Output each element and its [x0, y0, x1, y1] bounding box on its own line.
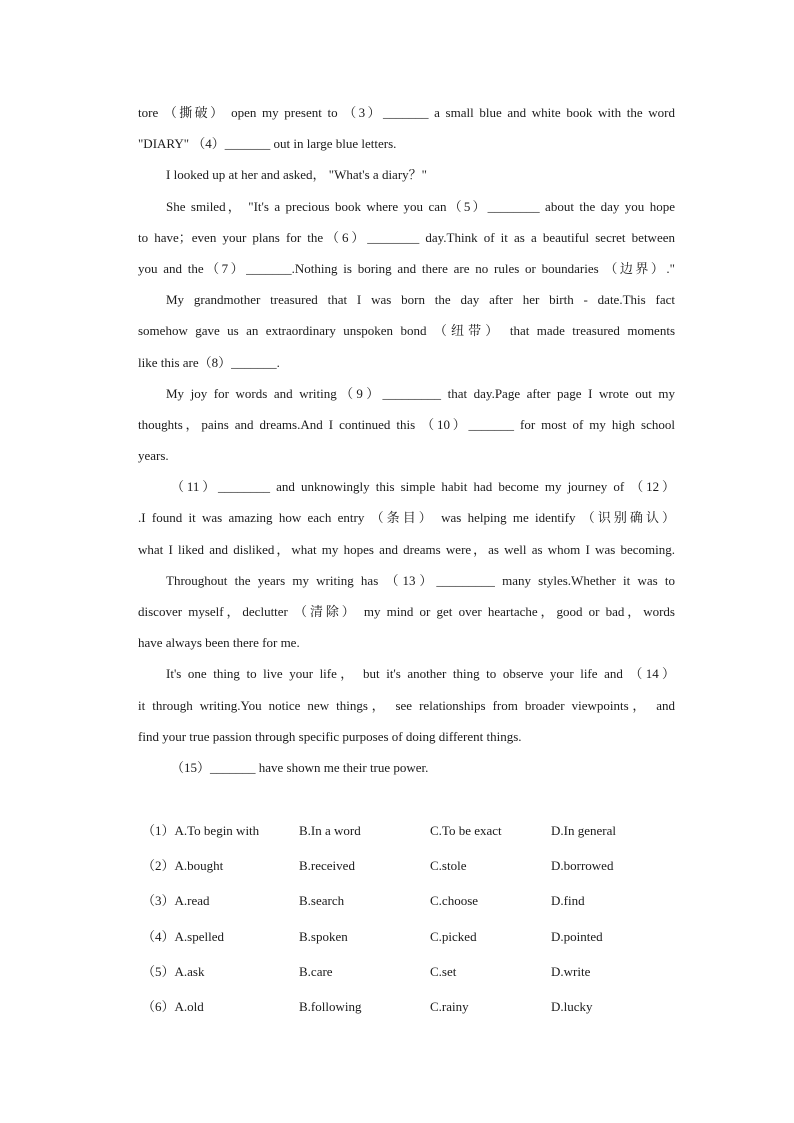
passage-line: it through writing.You notice new things， see relationships from broader viewpoints， and: [138, 697, 675, 713]
option-row-5: [142, 956, 662, 991]
option-a: （4）A.spelled: [142, 928, 224, 944]
passage: [138, 97, 675, 783]
passage-line: somehow gave us an extraordinary unspoken bond （纽带） that made treasured moments: [138, 323, 675, 339]
option-c: C.rainy: [430, 998, 469, 1014]
option-c: C.picked: [430, 928, 477, 944]
passage-line: thoughts，pains and dreams.And I continued this （10）_______ for most of my high school: [138, 416, 675, 432]
option-d: D.lucky: [551, 998, 593, 1014]
option-row-4: [142, 921, 662, 956]
passage-line: tore （撕破） open my present to （3）_______ a small blue and white book with the word: [138, 105, 675, 120]
option-b: B.received: [299, 858, 355, 874]
option-d: D.borrowed: [551, 858, 614, 874]
option-a: （6）A.old: [142, 998, 204, 1014]
option-b: B.spoken: [299, 928, 348, 944]
option-b: B.In a word: [299, 823, 361, 838]
option-c: C.To be exact: [430, 823, 502, 838]
passage-line: what I liked and disliked，what my hopes and dreams were，as well as whom I was becoming.: [138, 541, 675, 557]
passage-line: .I found it was amazing how each entry （条目） was helping me identify （识别确认）: [138, 510, 675, 526]
passage-line: （15）_______ have shown me their true power.: [171, 759, 429, 775]
passage-line: have always been there for me.: [138, 635, 300, 651]
passage-line: like this are（8）_______.: [138, 354, 280, 370]
passage-line: Throughout the years my writing has （13）_________ many styles.Whether it was to: [166, 572, 675, 588]
passage-line: to have；even your plans for the（6）________ day.Think of it as a beautiful secret between: [138, 229, 675, 245]
option-b: B.following: [299, 998, 362, 1014]
passage-line: My grandmother treasured that I was born the day after her birth - date.This fact: [166, 292, 675, 308]
option-d: D.write: [551, 963, 591, 979]
passage-line: My joy for words and writing（9）_________ that day.Page after page I wrote out my: [166, 385, 675, 401]
passage-line: I looked up at her and asked， "What's a diary？": [166, 167, 427, 183]
passage-line: It's one thing to live your life， but it's another thing to observe your life and （14）: [166, 666, 675, 682]
option-d: D.In general: [551, 823, 616, 838]
option-a: （1）A.To begin with: [142, 823, 260, 838]
option-a: （3）A.read: [142, 893, 210, 909]
passage-line: （11）________ and unknowingly this simple habit had become my journey of （12）: [171, 479, 675, 495]
option-row-6: [142, 991, 662, 1026]
option-a: （2）A.bought: [142, 858, 224, 874]
option-row-1: [142, 815, 662, 850]
passage-line: She smiled， "It's a precious book where you can（5）________ about the day you hope: [166, 198, 675, 214]
option-b: B.search: [299, 893, 345, 909]
option-a: （5）A.ask: [142, 963, 205, 979]
option-c: C.stole: [430, 858, 467, 874]
option-row-2: [142, 850, 662, 885]
passage-line: years.: [138, 448, 169, 464]
passage-line: "DIARY" （4）_______ out in large blue letters.: [138, 136, 397, 152]
option-c: C.set: [430, 963, 457, 979]
option-row-3: [142, 885, 662, 920]
option-c: C.choose: [430, 893, 479, 909]
passage-line: discover myself，declutter （清除） my mind or get over heartache，good or bad，words: [138, 604, 675, 619]
passage-line: you and the（7）_______.Nothing is boring and there are no rules or boundaries （边界）.": [138, 260, 675, 276]
option-d: D.find: [551, 893, 585, 909]
option-b: B.care: [299, 963, 333, 979]
passage-line: find your true passion through specific purposes of doing different things.: [138, 728, 522, 744]
option-d: D.pointed: [551, 928, 603, 944]
answer-options: [142, 815, 662, 1026]
